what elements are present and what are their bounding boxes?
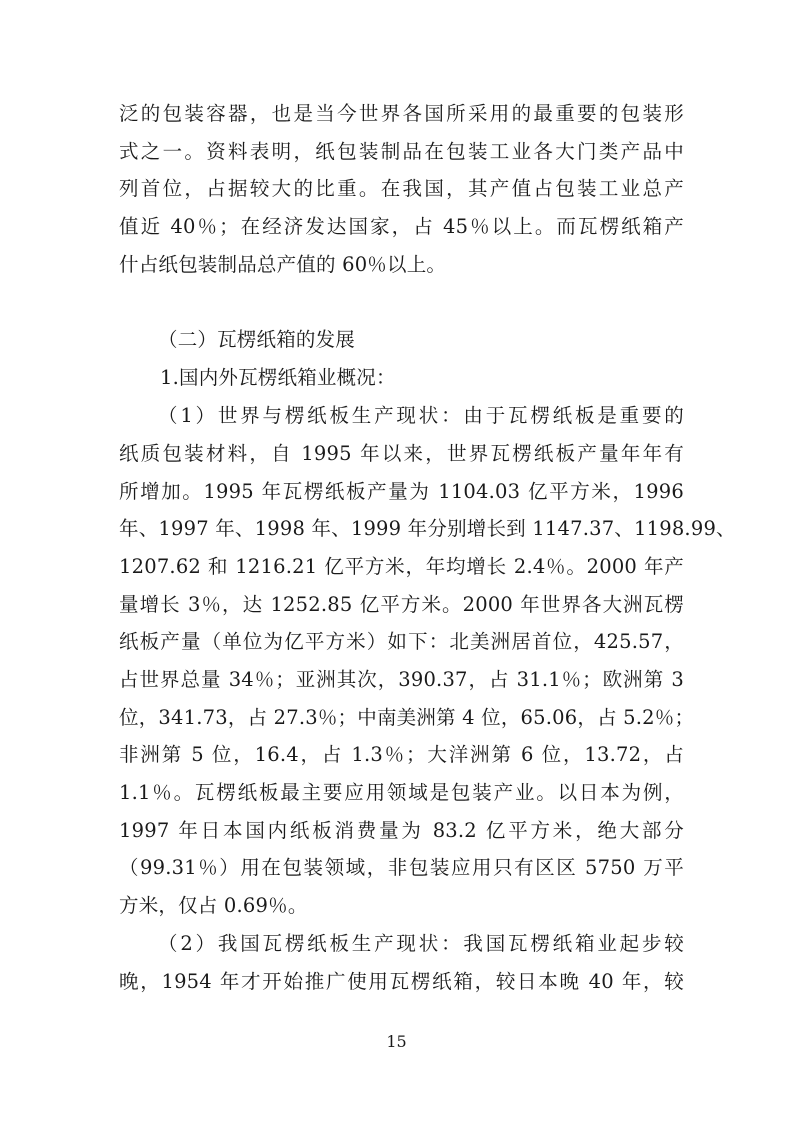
paragraph-3-line-1: （2）我国瓦楞纸板生产现状：我国瓦楞纸箱业起步较 [158, 932, 684, 955]
section-heading: （二）瓦楞纸箱的发展 [158, 328, 356, 351]
paragraph-2-line-5: 1207.62 和 1216.21 亿平方米，年均增长 2.4％。2000 年产 [119, 555, 684, 578]
paragraph-2-line-6: 量增长 3％，达 1252.85 亿平方米。2000 年世界各大洲瓦楞 [119, 593, 684, 616]
paragraph-2-line-14: 方米，仅占 0.69％。 [119, 894, 308, 917]
paragraph-1-line-5: 什占纸包装制品总产值的 60％以上。 [119, 253, 447, 276]
paragraph-2-line-10: 非洲第 5 位，16.4，占 1.3％；大洋洲第 6 位，13.72，占 [119, 743, 684, 766]
paragraph-1-line-4: 值近 40％；在经济发达国家，占 45％以上。而瓦楞纸箱产 [119, 215, 684, 238]
paragraph-1-line-2: 式之一。资料表明，纸包装制品在包装工业各大门类产品中 [119, 140, 684, 163]
page-number: 15 [386, 1032, 407, 1051]
subsection-heading: 1.国内外瓦楞纸箱业概况： [160, 366, 396, 389]
paragraph-2-line-4: 年、1997 年、1998 年、1999 年分别增长到 1147.37、1198.99、 [119, 517, 736, 540]
paragraph-2-line-1: （1）世界与楞纸板生产现状：由于瓦楞纸板是重要的 [158, 404, 684, 427]
paragraph-1-line-3: 列首位，占据较大的比重。在我国，其产值占包装工业总产 [119, 177, 684, 200]
paragraph-2-line-7: 纸板产量（单位为亿平方米）如下：北美洲居首位，425.57， [119, 630, 684, 653]
paragraph-2-line-2: 纸质包装材料，自 1995 年以来，世界瓦楞纸板产量年年有 [119, 442, 684, 465]
paragraph-2-line-11: 1.1％。瓦楞纸板最主要应用领域是包装产业。以日本为例， [119, 781, 684, 804]
paragraph-2-line-3: 所增加。1995 年瓦楞纸板产量为 1104.03 亿平方米，1996 [119, 480, 684, 503]
paragraph-2-line-12: 1997 年日本国内纸板消费量为 83.2 亿平方米，绝大部分 [119, 819, 684, 842]
paragraph-2-line-13: （99.31％）用在包装领域，非包装应用只有区区 5750 万平 [119, 856, 684, 879]
paragraph-1-line-1: 泛的包装容器，也是当今世界各国所采用的最重要的包装形 [119, 102, 684, 125]
paragraph-3-line-2: 晚，1954 年才开始推广使用瓦楞纸箱，较日本晚 40 年，较 [119, 970, 684, 993]
paragraph-2-line-8: 占世界总量 34％；亚洲其次，390.37，占 31.1％；欧洲第 3 [119, 668, 684, 691]
paragraph-2-line-9: 位，341.73，占 27.3％；中南美洲第 4 位，65.06，占 5.2％； [119, 706, 695, 729]
